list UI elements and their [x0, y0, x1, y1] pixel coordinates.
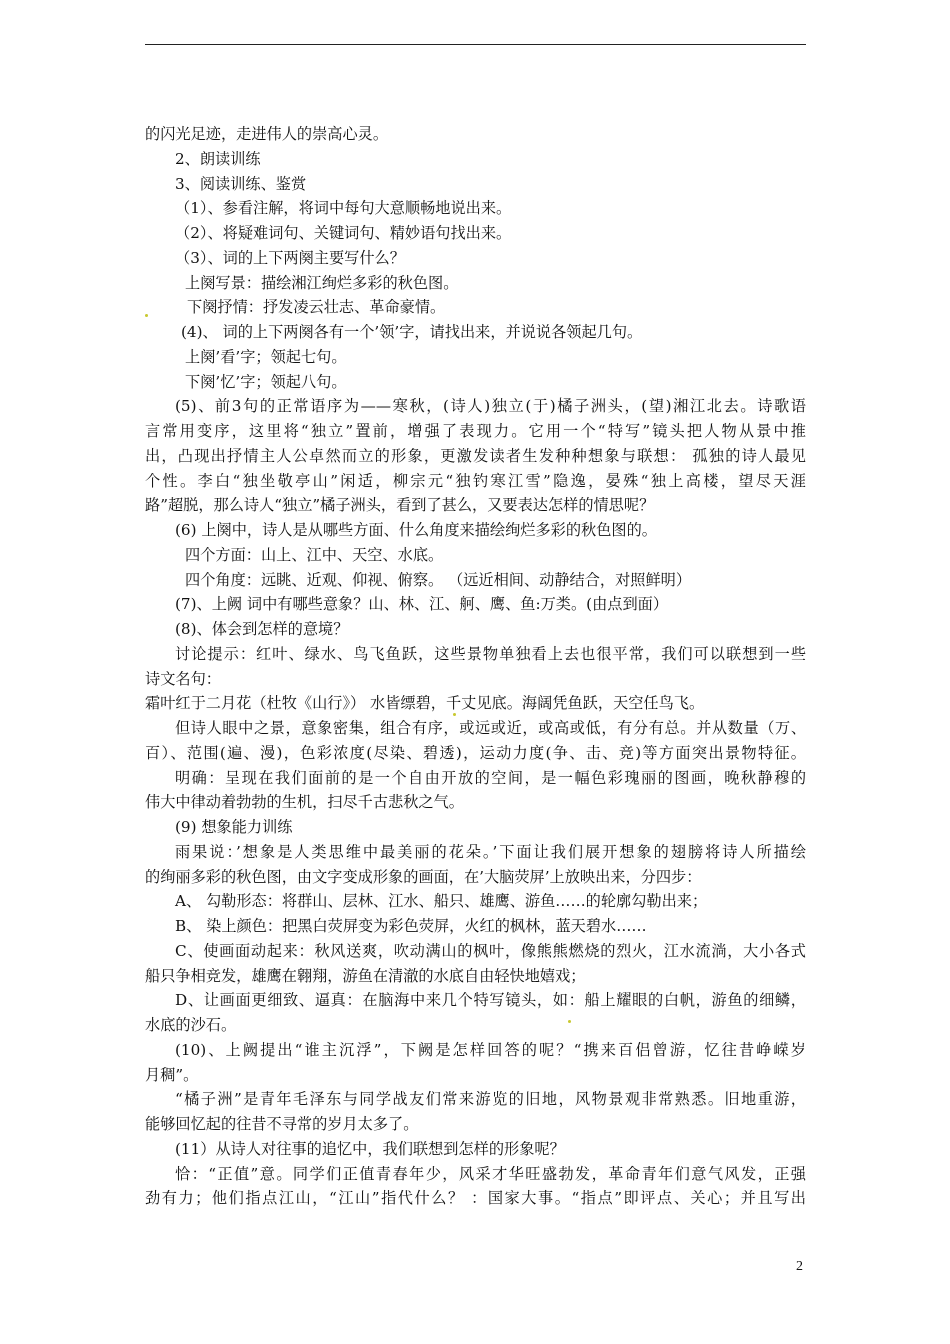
paragraph-line: “橘子洲”是青年毛泽东与同学战友们常来游览的旧地，风物景观非常熟悉。旧地重游， [175, 1090, 806, 1109]
step-item: A、 勾勒形态：将群山、层林、江水、船只、雄鹰、游鱼……的轮廓勾勒出来； [175, 892, 708, 911]
step-item-continued: 船只争相竞发，雄鹰在翱翔，游鱼在清澈的水底自由轻快地嬉戏； [145, 966, 586, 985]
marker-dot [145, 314, 148, 317]
step-item: D、让画面更细致、逼真：在脑海中来几个特写镜头，如：船上耀眼的白帆，游鱼的细鳞， [175, 991, 806, 1010]
page-number: 2 [796, 1259, 803, 1274]
paragraph-line: 能够回忆起的往昔不寻常的岁月太多了。 [145, 1115, 419, 1133]
marker-dot [453, 713, 456, 716]
quote-line: 霜叶红于二月花（杜牧《山行》） 水皆缥碧，千丈见底。海阔凭鱼跃，天空任鸟飞。 [145, 694, 705, 713]
paragraph-line: 的绚丽多彩的秋色图，由文字变成形象的画面，在’大脑荧屏’上放映出来，分四步： [145, 867, 702, 886]
answer-line: 上阕’看’字；领起七句。 [185, 347, 347, 366]
question-item: (4)、 词的上下两阕各有一个’领’字，请找出来，并说说各领起几句。 [181, 323, 643, 341]
paragraph-line: 讨论提示：红叶、绿水、鸟飞鱼跃，这些景物单独看上去也很平常，我们可以联想到一些 [175, 644, 806, 663]
paragraph-line: (5)、前3句的正常语序为——寒秋，(诗人)独立(于)橘子洲头，(望)湘江北去。诗歌语 [175, 397, 806, 416]
paragraph-line: 但诗人眼中之景，意象密集，组合有序，或远或近，或高或低，有分有总。并从数量（万、 [175, 719, 806, 737]
question-item: (10)、上阙提出“谁主沉浮”，下阙是怎样回答的呢？“携来百侣曾游，忆往昔峥嵘岁 [175, 1040, 806, 1059]
paragraph-line: 言常用变序，这里将“独立”置前，增强了表现力。它用一个“特写”镜头把人物从景中推 [145, 422, 806, 440]
answer-line: 下阕抒情：抒发凌云壮志、革命豪情。 [187, 298, 446, 317]
header-rule [145, 44, 806, 45]
step-item: C、使画面动起来：秋风送爽，吹动满山的枫叶，像熊熊燃烧的烈火，江水流淌，大小各式 [175, 941, 806, 960]
paragraph-line: 路”超脱，那么诗人“独立”橘子洲头，看到了甚么，又要表达怎样的情思呢？ [145, 496, 655, 515]
question-item: （1）、参看注解，将词中每句大意顺畅地说出来。 [175, 199, 512, 218]
answer-line: 下阕’忆’字；领起八句。 [185, 372, 347, 391]
question-item: (11）从诗人对往事的追忆中，我们联想到怎样的形象呢？ [175, 1139, 565, 1158]
paragraph-line: 雨果说：’想象是人类思维中最美丽的花朵。’下面让我们展开想象的翅膀将诗人所描绘 [175, 842, 806, 861]
question-item: （2）、将疑难词句、关键词句、精妙语句找出来。 [175, 224, 512, 242]
question-item-continued: 月稠”。 [145, 1065, 199, 1084]
paragraph-line: 出，凸现出抒情主人公卓然而立的形象，更激发读者生发种种想象与联想： 孤独的诗人最见 [145, 446, 806, 465]
section-heading: 3、阅读训练、鉴赏 [175, 174, 307, 193]
paragraph-line: 伟大中律动着勃勃的生机，扫尽千古悲秋之气。 [145, 793, 464, 812]
step-item: B、 染上颜色：把黑白荧屏变为彩色荧屏，火红的枫林，蓝天碧水…… [175, 917, 647, 935]
text-line: 的闪光足迹，走进伟人的崇高心灵。 [145, 125, 388, 143]
answer-line: 上阕写景：描绘湘江绚烂多彩的秋色图。 [185, 273, 459, 292]
question-item: （3）、词的上下两阕主要写什么？ [175, 248, 405, 267]
answer-line: 四个方面：山上、江中、天空、水底。 [185, 545, 444, 564]
paragraph-line: 恰：“正值”意。同学们正值青春年少，风采才华旺盛勃发，革命青年们意气风发，正强 [175, 1164, 806, 1183]
answer-line: 四个角度：远眺、近观、仰视、俯察。 （远近相间、动静结合，对照鲜明） [185, 570, 692, 589]
section-heading: 2、朗读训练 [175, 149, 261, 168]
step-item-continued: 水底的沙石。 [145, 1016, 237, 1034]
paragraph-line: 诗文名句： [145, 669, 221, 688]
paragraph-line: 劲有力；他们指点江山，“江山”指代什么？ ：国家大事。“指点”即评点、关心；并且写出 [145, 1189, 806, 1208]
paragraph-line: 个性。李白“独坐敬亭山”闲适，柳宗元“独钓寒江雪”隐逸，晏殊“独上高楼，望尽天涯 [145, 471, 806, 490]
paragraph-line: 明确：呈现在我们面前的是一个自由开放的空间，是一幅色彩瑰丽的图画，晚秋静穆的 [175, 768, 806, 787]
question-item: (6) 上阕中，诗人是从哪些方面、什么角度来描绘绚烂多彩的秋色图的。 [175, 521, 657, 539]
question-item: (7)、上阙 词中有哪些意象？山、林、江、舸、鹰、鱼:万类。(由点到面） [175, 595, 669, 614]
paragraph-line: 百）、范围(遍、漫)，色彩浓度(尽染、碧透)，运动力度(争、击、竞)等方面突出景物特征。 [145, 743, 806, 762]
section-heading: (9) 想象能力训练 [175, 818, 293, 836]
marker-dot [568, 1020, 571, 1023]
question-item: (8)、体会到怎样的意境？ [175, 620, 349, 638]
document-body [145, 122, 806, 1211]
